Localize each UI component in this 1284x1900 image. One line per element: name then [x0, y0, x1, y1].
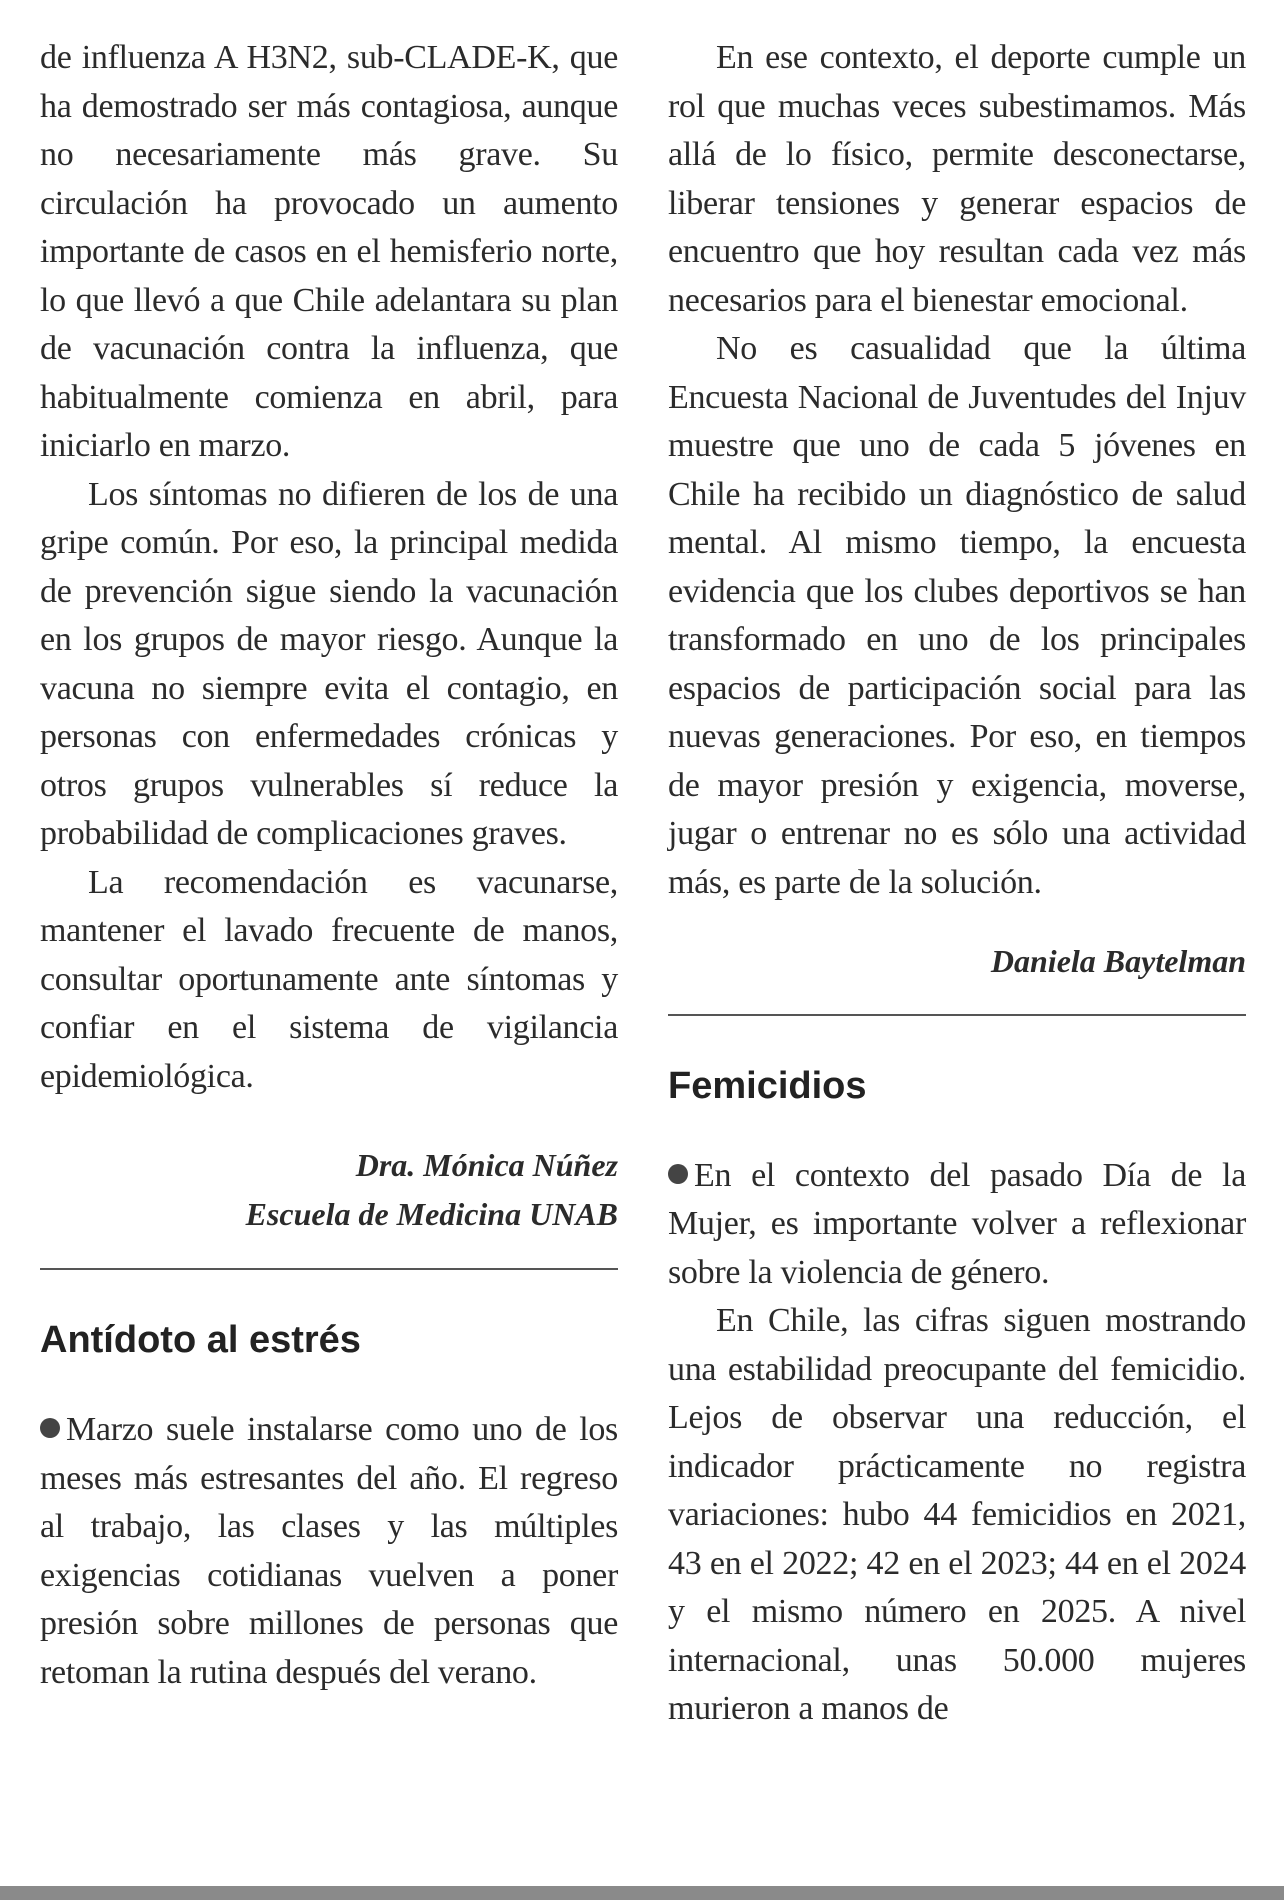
estres-paragraph-1: [40, 1406, 618, 1697]
right-column: [668, 34, 1246, 1734]
femicidios-paragraph-1: [668, 1152, 1246, 1298]
section-heading: Antídoto al estrés: [40, 1319, 361, 1361]
signature-name: Dra. Mónica Núñez: [355, 1147, 618, 1183]
left-column: [40, 34, 618, 1697]
bullet-icon: [40, 1418, 60, 1438]
section-heading: Femicidios: [668, 1064, 867, 1107]
signature-affiliation: Escuela de Medicina UNAB: [245, 1195, 618, 1232]
influenza-paragraph-2: Los síntomas no difieren de los de una gripe común. Por eso, la principal medida de prevención sigue siendo la vacunación en los grupos de mayor riesgo. Aunque la vacuna no siempre evita el contagio, en personas con enfermedades crónicas y otros grupos vulnerables sí reduce la probabilidad de complicaciones graves.: [40, 475, 618, 852]
estres-paragraph-1-text: Marzo suele instalarse como uno de los meses más estresantes del año. El regreso al trabajo, las clases y las múltiples exigencias cotidianas vuelven a poner presión sobre millones de personas que retoman la rutina después del verano.: [40, 1411, 618, 1691]
signature-name: Daniela Baytelman: [990, 943, 1246, 979]
influenza-paragraph-1: de influenza A H3N2, sub-CLADE-K, que ha demostrado ser más contagiosa, aunque no necesariamente más grave. Su circulación ha provocado un aumento importante de casos en el hemisferio norte, lo que llevó a que Chile adelantara su plan de vacunación contra la influenza, que habitualmente comienza en abril, para iniciarlo en marzo.: [40, 39, 618, 464]
influenza-paragraph-3: La recomendación es vacunarse, mantener el lavado frecuente de manos, consultar oportunamente ante síntomas y confiar en el sistema de vigilancia epidemiológica.: [40, 863, 618, 1095]
femicidios-paragraph-2: En Chile, las cifras siguen mostrando una estabilidad preocupante del femicidio. Lejos de observar una reducción, el indicador prácticamente no registra variaciones: hubo 44 femicidios en 2021, 43 en el 2022; 42 en el 2023; 44 en el 2024 y el mismo número en 2025. A nivel internacional, unas 50.000 mujeres murieron a manos de: [668, 1302, 1246, 1727]
bullet-icon: [668, 1164, 688, 1184]
deporte-paragraph-1: En ese contexto, el deporte cumple un rol que muchas veces subestimamos. Más allá de lo físico, permite desconectarse, liberar tensiones y generar espacios de encuentro que hoy resultan cada vez más necesarios para el bienestar emocional.: [668, 39, 1246, 319]
femicidios-paragraph-1-text: En el contexto del pasado Día de la Mujer, es importante volver a reflexionar sobre la violencia de género.: [668, 1156, 1246, 1291]
bottom-edge-bar: [0, 1886, 1284, 1900]
deporte-paragraph-2: No es casualidad que la última Encuesta Nacional de Juventudes del Injuv muestre que uno de cada 5 jóvenes en Chile ha recibido un diagnóstico de salud mental. Al mismo tiempo, la encuesta evidencia que los clubes deportivos se han transformado en uno de los principales espacios de participación social para las nuevas generaciones. Por eso, en tiempos de mayor presión y exigencia, moverse, jugar o entrenar no es sólo una actividad más, es parte de la solución.: [668, 330, 1246, 901]
